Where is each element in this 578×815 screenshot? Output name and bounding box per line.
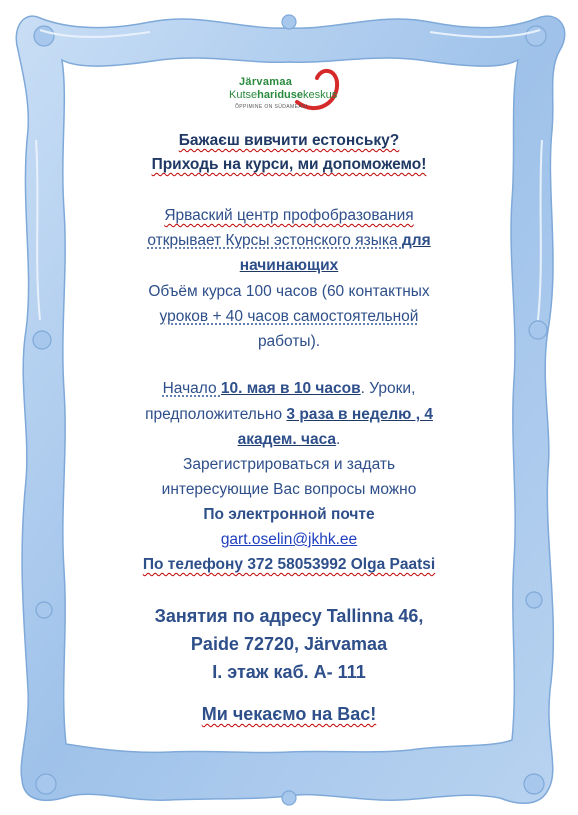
closing-line: Ми чекаємо на Вас! [201, 704, 377, 724]
body-line-1: Ярваский центр профобразования [164, 207, 414, 224]
body-line-4: Объём курса 100 часов (60 контактных [148, 283, 430, 300]
register-line-1: Зарегистрироваться и задать [182, 456, 396, 473]
email-link[interactable]: gart.oselin@jkhk.ee [220, 531, 358, 548]
email-label: По электронной почте [203, 506, 375, 523]
body-line-6: работы). [257, 333, 321, 350]
body-line-3: начинающих [239, 257, 339, 274]
organization-logo [227, 62, 357, 124]
start-date-line: Начало 10. мая в 10 часов. Уроки, [162, 380, 416, 397]
hours-line: академ. часа. [237, 431, 341, 448]
register-line-2: интересующие Вас вопросы можно [161, 481, 417, 498]
email-line [0, 531, 578, 549]
schedule-line: предположительно 3 раза в неделю , 4 [145, 406, 433, 423]
address-line-1: Занятия по адресу Tallinna 46, [154, 606, 424, 626]
phone-line: По телефону 372 58053992 Olga Paatsi [142, 556, 436, 573]
logo-tagline: ÕPPIMINE ON SÜDAMEASI [235, 104, 308, 110]
logo-line-2: Kutseharidusekeskus [229, 89, 338, 101]
address-line-3: I. этаж каб. A- 111 [212, 662, 366, 682]
address-line-2: Paide 72720, Järvamaa [190, 634, 388, 654]
body-line-5: уроков + 40 часов самостоятельной [159, 308, 419, 325]
heading-line-1: Бажаєш вивчити естонську? [178, 132, 400, 149]
logo-line-1: Järvamaa [239, 76, 293, 88]
heading-line-2: Приходь на курси, ми допоможемо! [151, 156, 427, 173]
body-line-2: открывает Курсы эстонского языка для [147, 232, 431, 249]
